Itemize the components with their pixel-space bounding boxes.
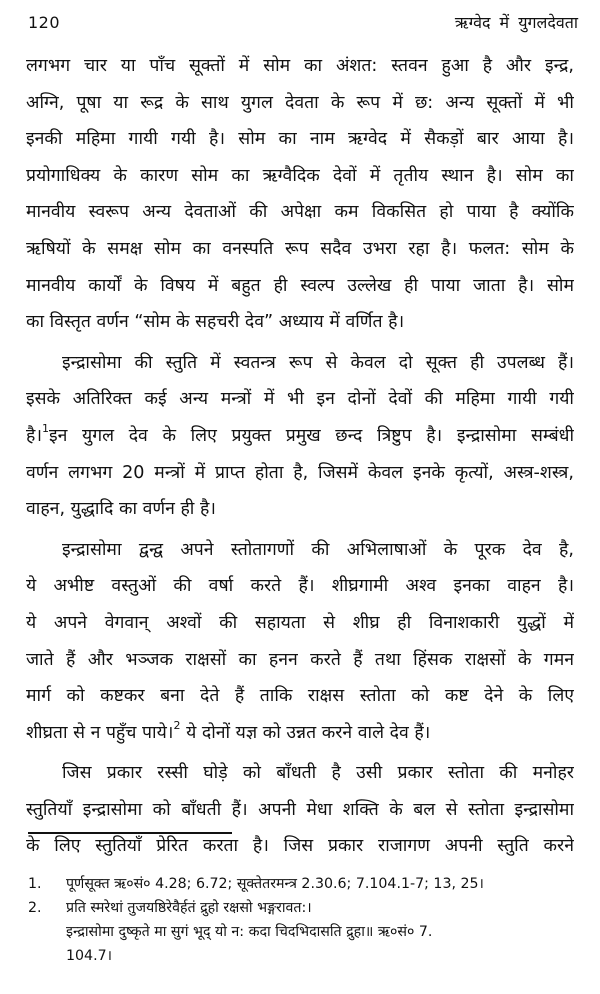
text-line: मार्ग को कष्टकर बना देते हैं ताकि राक्षस स्तोता को कष्ट देने के लिए xyxy=(26,686,574,707)
text-line: जाते हैं और भञ्जक राक्षसों का हनन करते हैं तथा हिंसक राक्षसों के गमन xyxy=(26,649,574,670)
footnote-separator xyxy=(28,832,232,834)
chapter-title: ऋग्वेद में युगलदेवता xyxy=(454,13,578,32)
text-line-with-footnote xyxy=(26,715,574,752)
body-text xyxy=(26,48,574,865)
footnote-text xyxy=(66,872,578,896)
paragraph-3 xyxy=(26,532,574,752)
footnote-line: प्रति स्मरेथां तुजयष्ठिरेवैर्हतं द्रुहो रक्षसो भङ्गरावत:। xyxy=(66,900,312,916)
text-line: इसके अतिरिक्त कई अन्य मन्त्रों में भी इन दोनों देवों की महिमा गायी गयी xyxy=(26,389,574,410)
text-line: स्तुतियाँ इन्द्रासोमा को बाँधती हैं। अपनी मेधा शक्ति के बल से स्तोता इन्द्रासोमा xyxy=(26,799,574,820)
paragraph-2 xyxy=(26,345,574,528)
text-line: मानवीय स्वरूप अन्य देवताओं की अपेक्षा कम विकसित हो पाया है क्योंकि xyxy=(26,202,574,223)
text-fragment: शीघ्रता से न पहुँच पाये। xyxy=(26,722,174,743)
text-line: के लिए स्तुतियाँ प्रेरित करता है। जिस प्रकार राजागण अपनी स्तुति करने xyxy=(26,836,574,857)
text-line: वाहन, युद्धादि का वर्णन ही है। xyxy=(26,499,216,520)
text-line: ये अपने वेगवान् अश्वों की सहायता से शीघ्र ही विनाशकारी युद्धों में xyxy=(26,612,574,633)
text-line: जिस प्रकार रस्सी घोड़े को बाँधती है उसी प्रकार स्तोता की मनोहर xyxy=(62,763,574,784)
footnote-1 xyxy=(28,872,578,896)
footnote-line: पूर्णसूक्त ऋ०सं० 4.28; 6.72; सूक्तेतरमन्त्र 2.30.6; 7.104.1-7; 13, 25। xyxy=(66,876,484,892)
running-header xyxy=(28,10,578,34)
page-number: 120 xyxy=(28,12,61,32)
footnote-line: इन्द्रासोमा दुष्कृते मा सुगं भूद् यो न: कदा चिदभिदासति द्रुहा॥ ऋ०सं० 7. xyxy=(66,924,433,940)
footnote-text xyxy=(66,896,578,968)
text-line: लगभग चार या पाँच सूक्तों में सोम का अंशत: स्तवन हुआ है और इन्द्र, xyxy=(26,56,574,76)
text-line: अग्नि, पूषा या रूद्र के साथ युगल देवता के रूप में छ: अन्य सूक्तों में भी xyxy=(26,92,574,113)
paragraph-1 xyxy=(26,48,574,341)
footnotes xyxy=(28,872,578,968)
footnote-line: 104.7। xyxy=(66,948,112,964)
text-fragment: इन युगल देव के लिए प्रयुक्त प्रमुख छन्द त्रिष्टुप है। इन्द्रासोमा सम्बंधी xyxy=(49,425,574,446)
text-line: ऋषियों के समक्ष सोम का वनस्पति रूप सदैव उभरा रहा है। फलत: सोम के xyxy=(26,238,574,259)
text-line: ये अभीष्ट वस्तुओं की वर्षा करते हैं। शीघ्रगामी अश्व इनका वाहन है। xyxy=(26,576,574,597)
text-line: वर्णन लगभग 20 मन्त्रों में प्राप्त होता है, जिसमें केवल इनके कृत्यों, अस्त्र-शस्त्र, xyxy=(26,462,574,483)
footnote-ref-1[interactable]: 1 xyxy=(42,422,50,436)
text-line: प्रयोगाधिक्य के कारण सोम का ऋग्वैदिक देवों में तृतीय स्थान है। सोम का xyxy=(26,165,574,186)
footnote-number: 1. xyxy=(28,876,42,892)
text-line-with-footnote xyxy=(26,418,574,455)
footnote-2 xyxy=(28,896,578,968)
paragraph-4 xyxy=(26,755,574,865)
footnote-ref-2[interactable]: 2 xyxy=(173,718,181,732)
text-fragment: ये दोनों यज्ञ को उन्नत करने वाले देव हैं। xyxy=(186,722,431,743)
text-fragment: है। xyxy=(26,425,43,446)
text-line: इन्द्रासोमा की स्तुति में स्वतन्त्र रूप से केवल दो सूक्त ही उपलब्ध हैं। xyxy=(62,352,574,373)
text-line: मानवीय कार्यों के विषय में बहुत ही स्वल्प उल्लेख ही पाया जाता है। सोम xyxy=(26,275,574,296)
footnote-number: 2. xyxy=(28,900,42,916)
text-line: इन्द्रासोमा द्वन्द्व अपने स्तोतागणों की अभिलाषाओं के पूरक देव है, xyxy=(62,539,574,560)
text-line: इनकी महिमा गायी गयी है। सोम का नाम ऋग्वेद में सैकड़ों बार आया है। xyxy=(26,129,574,150)
text-line: का विस्तृत वर्णन “सोम के सहचरी देव” अध्याय में वर्णित है। xyxy=(26,312,405,333)
